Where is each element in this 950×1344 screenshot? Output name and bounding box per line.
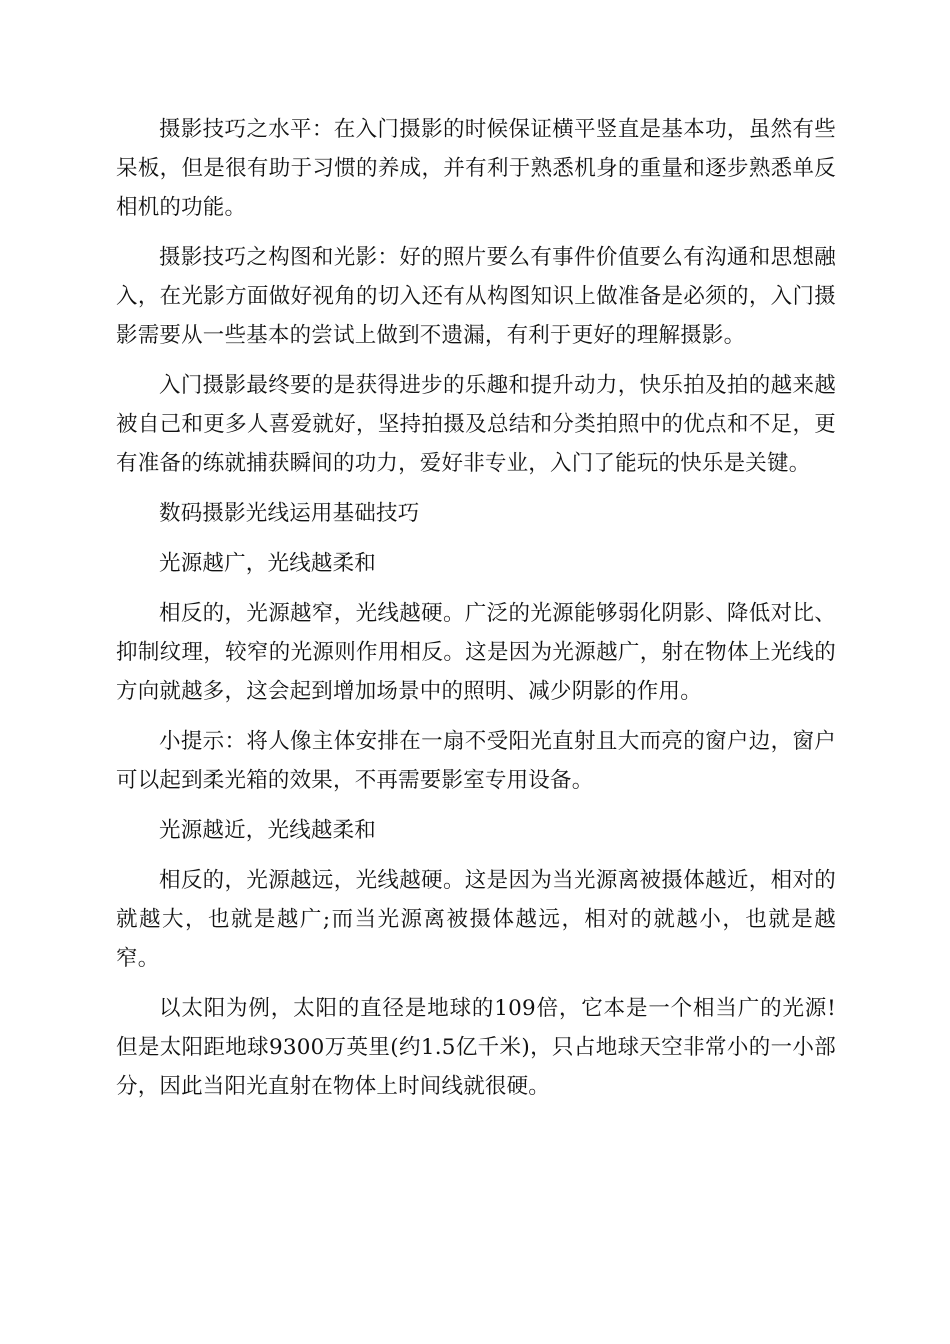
section-heading-lighting: 数码摄影光线运用基础技巧: [159, 501, 420, 526]
subheading-wide-source: 光源越广，光线越柔和: [159, 551, 377, 576]
paragraph-beginner-summary: 入门摄影最终要的是获得进步的乐趣和提升动力，快乐拍及拍的越来越被自己和更多人喜爱就好，坚持拍摄及总结和分类拍照中的优点和不足，更有准备的练就捕获瞬间的功力，爱好非专业，入门了能玩的快乐是关键。: [116, 373, 836, 476]
paragraph-far-source: 相反的，光源越远，光线越硬。这是因为当光源离被摄体越近，相对的就越大，也就是越广;而当光源离被摄体越远，相对的就越小，也就是越窄。: [116, 868, 836, 971]
paragraph-window-tip: 小提示：将人像主体安排在一扇不受阳光直射且大而亮的窗户边，窗户可以起到柔光箱的效果，不再需要影室专用设备。: [116, 729, 836, 793]
subheading-near-source: 光源越近，光线越柔和: [159, 818, 377, 843]
document-body: [116, 110, 836, 1117]
paragraph-narrow-source: 相反的，光源越窄，光线越硬。广泛的光源能够弱化阴影、降低对比、抑制纹理，较窄的光源则作用相反。这是因为光源越广，射在物体上光线的方向就越多，这会起到增加场景中的照明、减少阴影的作用。: [116, 601, 836, 704]
paragraph-sun-example: 以太阳为例，太阳的直径是地球的109倍，它本是一个相当广的光源!但是太阳距地球9300万英里(约1.5亿千米)，只占地球天空非常小的一小部分，因此当阳光直射在物体上时间线就很硬。: [116, 996, 836, 1099]
paragraph-composition-tip: 摄影技巧之构图和光影：好的照片要么有事件价值要么有沟通和思想融入，在光影方面做好视角的切入还有从构图知识上做准备是必须的，入门摄影需要从一些基本的尝试上做到不遗漏，有利于更好的理解摄影。: [116, 245, 836, 348]
paragraph-horizontal-tip: 摄影技巧之水平：在入门摄影的时候保证横平竖直是基本功，虽然有些呆板，但是很有助于习惯的养成，并有利于熟悉机身的重量和逐步熟悉单反相机的功能。: [116, 117, 836, 220]
